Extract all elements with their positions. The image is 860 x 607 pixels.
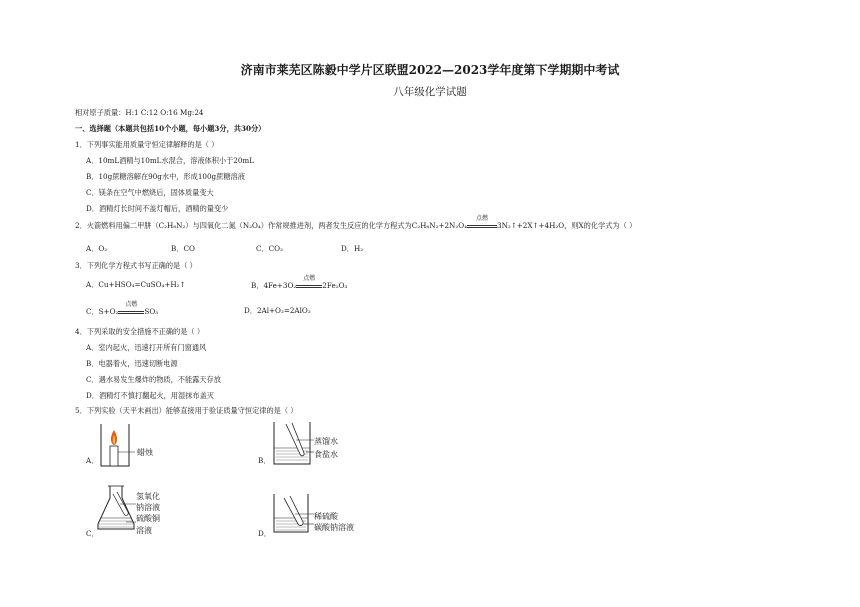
- question-4-option-b: B．电器着火，迅速切断电源: [86, 359, 178, 368]
- question-2-option-c: C．CO₂: [256, 244, 283, 253]
- question-5-option-c: C．: [86, 529, 99, 538]
- question-1-option-d: D．酒精灯长时间不盖灯帽后，酒精的量变少: [86, 204, 229, 213]
- question-1-option-c: C．镁条在空气中燃烧后，固体质量变大: [86, 188, 214, 197]
- page-title: 济南市莱芜区陈毅中学片区联盟2022—2023学年度第下学期期中考试: [240, 63, 620, 77]
- question-2-stem: 2．火箭燃料用偏二甲肼（C₂H₈N₂）与四氧化二氮（N₂O₄）作常规推进剂，两者发生反应的化学方程式为C₂H₈N₂+2N₂O₄ 点燃 3N₂↑+2X↑+4H₂O，则X的化学式为（ ）: [75, 215, 637, 230]
- figure-a-label-candle: 蜡烛: [137, 448, 153, 457]
- figure-b-label-saltwater: 食盐水: [314, 450, 338, 459]
- figure-d-label-acid: 稀硫酸: [314, 512, 338, 521]
- question-4-option-c: C．遇水易发生爆炸的物质，不能露天存放: [86, 375, 221, 384]
- section-heading: 一、选择题（本题共包括10个小题，每小题3分，共30分）: [75, 124, 266, 133]
- figure-d-label-na2co3: 碳酸钠溶液: [314, 523, 354, 532]
- question-5-stem: 5．下列实验（天平未画出）能够直接用于验证质量守恒定律的是（ ）: [75, 406, 298, 415]
- figure-c-label-cuso4-1: 硫酸铜: [136, 514, 160, 523]
- question-5-option-b: B．: [258, 456, 271, 465]
- question-3-stem: 3．下列化学方程式书写正确的是（ ）: [75, 261, 197, 270]
- figure-c-label-cuso4-2: 溶液: [136, 526, 152, 535]
- question-2-option-a: A．O₂: [86, 244, 108, 253]
- figure-c-label-naoh-2: 钠溶液: [136, 503, 160, 512]
- figure-a-candle-beaker: [95, 420, 165, 470]
- reaction-arrow: 点燃: [467, 220, 497, 228]
- question-5-option-a: A．: [86, 456, 99, 465]
- atomic-masses: 相对原子质量：H:1 C:12 O:16 Mg:24: [75, 108, 204, 117]
- question-2-option-d: D．H₂: [341, 244, 364, 253]
- page-subtitle: 八年级化学试题: [393, 86, 467, 98]
- figure-b-label-water: 蒸馏水: [314, 437, 338, 446]
- figure-b-beaker-testtube: [270, 418, 320, 468]
- question-3-option-d: D．2Al+O₂=2AlO₂: [244, 306, 311, 315]
- question-2-option-b: B．CO: [171, 244, 195, 253]
- question-4-option-d: D．酒精灯不慎打翻起火，用湿抹布盖灭: [86, 391, 214, 400]
- question-4-stem: 4．下列采取的安全措施不正确的是（ ）: [75, 327, 205, 336]
- question-1-stem: 1．下列事实能用质量守恒定律解释的是（ ）: [75, 140, 219, 149]
- question-3-option-c: C．S+O₂ 点燃 SO₃: [86, 301, 159, 316]
- question-4-option-a: A．室内起火，迅速打开所有门窗通风: [86, 343, 207, 352]
- figure-d-beaker-testtube: [270, 492, 318, 536]
- question-1-option-b: B．10g蔗糖溶解在90g水中，形成100g蔗糖溶液: [86, 172, 245, 181]
- figure-c-label-naoh-1: 氢氧化: [136, 492, 160, 501]
- question-3-option-b: B．4Fe+3O₂ 点燃 2Fe₂O₃: [251, 275, 348, 290]
- question-3-option-a: A．Cu+HSO₄=CuSO₄+H₂↑: [86, 280, 186, 289]
- question-5-option-d: D．: [258, 529, 271, 538]
- question-1-option-a: A．10mL酒精与10mL水混合，溶液体积小于20mL: [86, 156, 255, 165]
